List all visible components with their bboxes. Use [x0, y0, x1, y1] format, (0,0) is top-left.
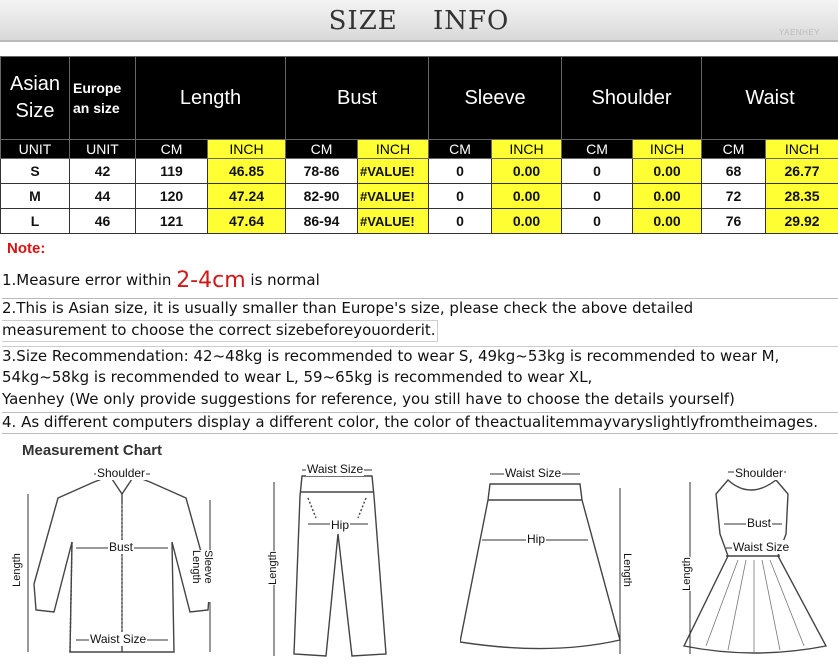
- table-cell: 46.85: [208, 159, 286, 184]
- unit-cell: CM: [136, 140, 208, 159]
- dress-drawing: [676, 464, 834, 668]
- measurement-chart: [0, 438, 838, 670]
- header-europe-size: Europe an size: [70, 57, 136, 140]
- unit-cell: INCH: [358, 140, 429, 159]
- header-shoulder: Shoulder: [562, 57, 702, 140]
- pants-hip-label: Hip: [331, 518, 350, 532]
- unit-cell: CM: [562, 140, 633, 159]
- shirt-shoulder-label: Shoulder: [97, 466, 146, 480]
- table-cell: 47.64: [208, 209, 286, 234]
- measurement-chart-title: Measurement Chart: [22, 442, 163, 459]
- table-cell: 0.00: [492, 209, 562, 234]
- table-cell: 0: [562, 184, 633, 209]
- note-label: Note:: [7, 240, 46, 257]
- table-cell: 0: [562, 209, 633, 234]
- dress-shoulder-label: Shoulder: [735, 466, 784, 480]
- unit-cell: CM: [286, 140, 358, 159]
- note-3-line-2: 54kg~58kg is recommended to wear L, 59~65kg is recommended to wear XL,: [2, 368, 593, 386]
- dress-waist-label: Waist Size: [733, 540, 790, 554]
- table-cell: 28.35: [766, 184, 838, 209]
- table-cell: 121: [136, 209, 208, 234]
- table-cell: M: [1, 184, 70, 209]
- unit-cell: UNIT: [70, 140, 136, 159]
- unit-cell: INCH: [208, 140, 286, 159]
- table-cell: #VALUE!: [358, 209, 429, 234]
- dress-length-label: Length: [680, 557, 693, 591]
- note-4: 4. As different computers display a different color, the color of theactualitemmayvaryslightlyfromtheimages.: [2, 412, 838, 434]
- table-cell: 0: [429, 209, 492, 234]
- pants-waist-label: Waist Size: [307, 462, 364, 476]
- table-cell: 47.24: [208, 184, 286, 209]
- size-table: [0, 56, 838, 234]
- table-row: [1, 159, 838, 184]
- shirt-sleeve-label: Sleeve Length: [190, 550, 214, 602]
- shirt-diagram: [10, 464, 228, 668]
- pants-drawing: [260, 462, 390, 666]
- watermark: YAENHEY: [778, 28, 820, 37]
- header-bust: Bust: [286, 57, 429, 140]
- table-cell: 82-90: [286, 184, 358, 209]
- dress-bust-label: Bust: [747, 516, 772, 530]
- header-banner: [0, 0, 838, 42]
- shirt-length-label: Length: [10, 553, 23, 587]
- table-cell: 44: [70, 184, 136, 209]
- table-cell: 119: [136, 159, 208, 184]
- unit-cell: INCH: [633, 140, 702, 159]
- unit-cell: INCH: [492, 140, 562, 159]
- shirt-bust-label: Bust: [109, 540, 134, 554]
- unit-cell: UNIT: [1, 140, 70, 159]
- page-title: SIZE INFO: [328, 6, 510, 36]
- skirt-length-label: Length: [620, 553, 633, 587]
- table-cell: 46: [70, 209, 136, 234]
- table-cell: 78-86: [286, 159, 358, 184]
- table-header-row: [1, 57, 838, 140]
- dress-diagram: [676, 464, 834, 668]
- note-3-line-3: Yaenhey (We only provide suggestions for reference, you still have to choose the details yourself): [2, 390, 735, 408]
- table-row: [1, 209, 838, 234]
- unit-cell: CM: [429, 140, 492, 159]
- note-1: [2, 268, 320, 293]
- unit-cell: CM: [702, 140, 766, 159]
- table-cell: 29.92: [766, 209, 838, 234]
- table-cell: 0: [562, 159, 633, 184]
- units-row: [1, 140, 838, 159]
- unit-cell: INCH: [766, 140, 838, 159]
- table-cell: 0.00: [633, 184, 702, 209]
- skirt-diagram: [460, 464, 640, 668]
- note-1-suffix: is normal: [245, 271, 320, 289]
- note-2-line-2: measurement to choose the correct sizebeforeyouorderit.: [2, 320, 438, 342]
- header-sleeve: Sleeve: [429, 57, 562, 140]
- table-cell: 76: [702, 209, 766, 234]
- skirt-drawing: [460, 464, 640, 668]
- skirt-waist-label: Waist Size: [505, 466, 562, 480]
- header-waist: Waist: [702, 57, 838, 140]
- table-row: [1, 184, 838, 209]
- table-cell: 0.00: [633, 159, 702, 184]
- table-cell: L: [1, 209, 70, 234]
- header-asian-size: Asian Size: [1, 57, 70, 140]
- table-cell: #VALUE!: [358, 159, 429, 184]
- pants-diagram: [260, 462, 390, 666]
- table-cell: 68: [702, 159, 766, 184]
- table-cell: 120: [136, 184, 208, 209]
- shirt-waist-label: Waist Size: [90, 632, 147, 646]
- table-cell: 0.00: [633, 209, 702, 234]
- note-1-highlight: 2-4cm: [176, 268, 246, 293]
- note-2-line-1: 2.This is Asian size, it is usually smaller than Europe's size, please check the above detailed: [2, 298, 838, 318]
- table-cell: S: [1, 159, 70, 184]
- note-1-prefix: 1.Measure error within: [2, 271, 177, 289]
- skirt-hip-label: Hip: [527, 532, 546, 546]
- table-cell: 0: [429, 159, 492, 184]
- table-cell: #VALUE!: [358, 184, 429, 209]
- table-cell: 42: [70, 159, 136, 184]
- note-3-line-1: 3.Size Recommendation: 42~48kg is recommended to wear S, 49kg~53kg is recommended to wear M,: [2, 346, 838, 367]
- table-cell: 86-94: [286, 209, 358, 234]
- header-length: Length: [136, 57, 286, 140]
- table-cell: 0.00: [492, 159, 562, 184]
- table-cell: 72: [702, 184, 766, 209]
- table-cell: 26.77: [766, 159, 838, 184]
- table-cell: 0.00: [492, 184, 562, 209]
- table-cell: 0: [429, 184, 492, 209]
- pants-length-label: Length: [266, 551, 279, 585]
